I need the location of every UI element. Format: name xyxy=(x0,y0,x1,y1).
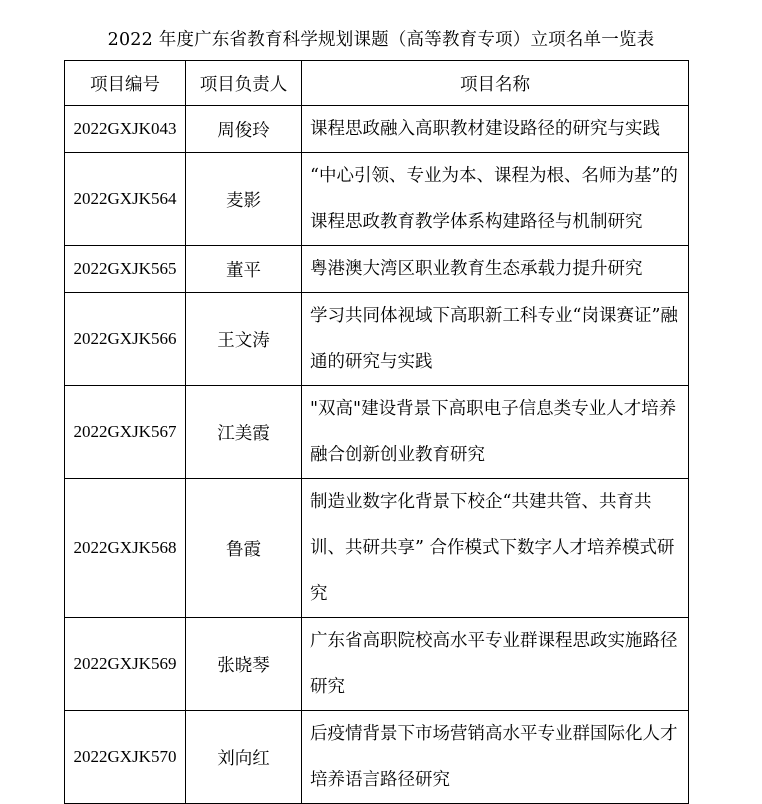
project-id-cell: 2022GXJK566 xyxy=(65,293,186,386)
project-lead-cell: 王文涛 xyxy=(186,293,302,386)
project-lead-cell: 刘向红 xyxy=(186,711,302,804)
project-id-cell: 2022GXJK568 xyxy=(65,479,186,618)
project-lead-cell: 麦影 xyxy=(186,153,302,246)
project-id-cell: 2022GXJK564 xyxy=(65,153,186,246)
header-project-lead: 项目负责人 xyxy=(186,61,302,106)
project-name-cell: 广东省高职院校高水平专业群课程思政实施路径研究 xyxy=(302,618,689,711)
project-name-cell: 课程思政融入高职教材建设路径的研究与实践 xyxy=(302,106,689,153)
table-row xyxy=(65,293,689,386)
project-lead-cell: 江美霞 xyxy=(186,386,302,479)
project-lead-cell: 鲁霞 xyxy=(186,479,302,618)
project-name-cell: 学习共同体视域下高职新工科专业“岗课赛证”融通的研究与实践 xyxy=(302,293,689,386)
table-row xyxy=(65,711,689,804)
table-row xyxy=(65,618,689,711)
project-lead-cell: 周俊玲 xyxy=(186,106,302,153)
project-id-cell: 2022GXJK569 xyxy=(65,618,186,711)
project-name-cell: “中心引领、专业为本、课程为根、名师为基”的课程思政教育教学体系构建路径与机制研究 xyxy=(302,153,689,246)
table-row xyxy=(65,106,689,153)
project-name-cell: 粤港澳大湾区职业教育生态承载力提升研究 xyxy=(302,246,689,293)
header-project-id: 项目编号 xyxy=(65,61,186,106)
project-id-cell: 2022GXJK570 xyxy=(65,711,186,804)
table-header-row xyxy=(65,61,689,106)
project-lead-cell: 张晓琴 xyxy=(186,618,302,711)
header-project-name: 项目名称 xyxy=(302,61,689,106)
project-name-cell: 后疫情背景下市场营销高水平专业群国际化人才培养语言路径研究 xyxy=(302,711,689,804)
table-row xyxy=(65,479,689,618)
project-name-cell: "双高"建设背景下高职电子信息类专业人才培养融合创新创业教育研究 xyxy=(302,386,689,479)
project-name-cell: 制造业数字化背景下校企“共建共管、共育共训、共研共享” 合作模式下数字人才培养模式研究 xyxy=(302,479,689,618)
project-lead-cell: 董平 xyxy=(186,246,302,293)
table-row xyxy=(65,386,689,479)
project-id-cell: 2022GXJK567 xyxy=(65,386,186,479)
project-list-table xyxy=(64,60,689,804)
table-row xyxy=(65,246,689,293)
document-title: 2022 年度广东省教育科学规划课题（高等教育专项）立项名单一览表 xyxy=(107,30,655,50)
project-id-cell: 2022GXJK565 xyxy=(65,246,186,293)
project-id-cell: 2022GXJK043 xyxy=(65,106,186,153)
table-row xyxy=(65,153,689,246)
